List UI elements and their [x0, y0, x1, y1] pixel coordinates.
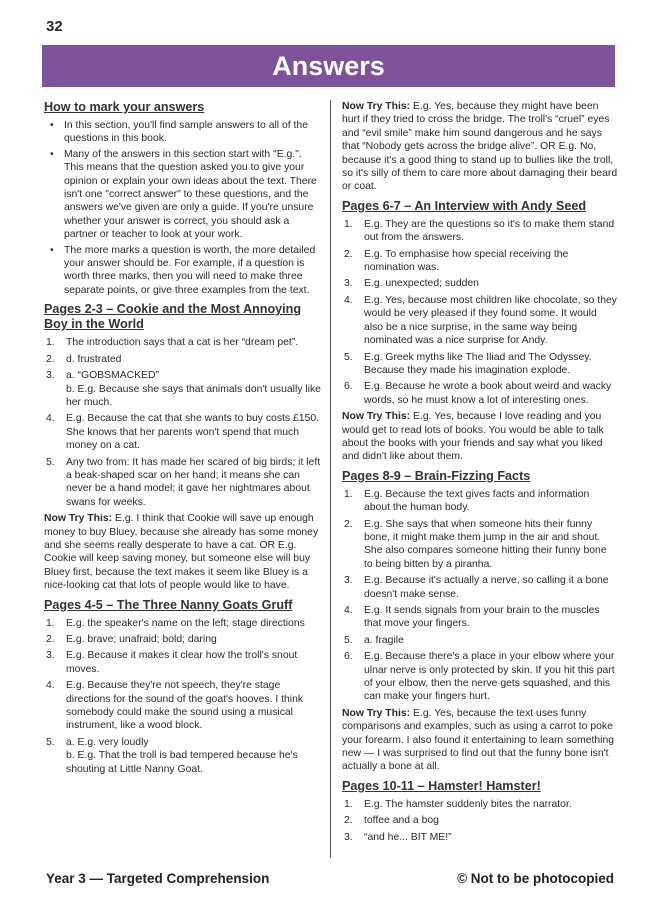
- list-item: [342, 277, 618, 290]
- list-item: [342, 351, 618, 378]
- answer-number: 2.: [344, 815, 353, 827]
- list-item: [342, 650, 618, 704]
- answer-text: a. fragile: [364, 634, 404, 646]
- list-item: [44, 679, 322, 733]
- page-title: Answers: [42, 45, 615, 87]
- now-try-this-text: E.g. Yes, because I love reading and you would get to read lots of books. You would be able to talk about the books with your friends and say what you liked and didn't like about them.: [342, 411, 604, 463]
- answer-list: [342, 218, 618, 407]
- list-item: [342, 831, 618, 844]
- answer-number: 4.: [344, 294, 353, 306]
- section-pages-10-11: [342, 779, 618, 844]
- now-try-this-label: Now Try This:: [342, 101, 411, 112]
- answer-text: E.g. Because they're not speech, they're stage directions for the sound of the goat's hooves. I think somebody could make the sound using a musical instrument, like a wood block.: [66, 680, 304, 732]
- now-try-this-text: E.g. Yes, because the text uses funny comparisons and examples, such as using a carrot to poke your forearm. I also found it entertaining to learn something new — I was surprised to find out that the funny bone isn't actually a bone at all.: [342, 707, 615, 773]
- section-heading: Pages 8-9 – Brain-Fizzing Facts: [342, 468, 531, 483]
- section-heading: Pages 4-5 – The Three Nanny Goats Gruff: [44, 597, 293, 612]
- list-item: [44, 336, 322, 349]
- answer-text: E.g. Because there's a place in your elbow where your ulnar nerve is only protected by skin. If you hit this part of your elbow, then the nerve gets squashed, and this can make your fingers hurt.: [364, 651, 615, 703]
- answer-number: 3.: [344, 575, 353, 587]
- answer-number: 2.: [344, 518, 353, 530]
- list-item: [342, 380, 618, 407]
- section-heading: Pages 10-11 – Hamster! Hamster!: [342, 778, 541, 793]
- right-column: [342, 100, 618, 849]
- answer-list: [342, 798, 618, 844]
- answer-number: 2.: [46, 353, 55, 365]
- answer-number: 4.: [344, 605, 353, 616]
- list-item: [44, 617, 322, 630]
- answer-number: 6.: [344, 651, 353, 663]
- section-heading: Pages 6-7 – An Interview with Andy Seed: [342, 198, 587, 213]
- answer-number: 5.: [344, 634, 353, 646]
- answer-text: b. E.g. Because she says that animals don't usually like her much.: [66, 383, 321, 408]
- answer-number: 6.: [344, 381, 353, 393]
- page-number: 32: [46, 18, 63, 35]
- answer-text: E.g. Because the text gives facts and information about the human body.: [364, 488, 590, 514]
- bullet-list: [44, 119, 322, 297]
- section-how-to-mark: [44, 100, 322, 297]
- answer-text: E.g. brave; unafraid; bold; daring: [66, 634, 217, 645]
- answer-text: E.g. To emphasise how special receiving the nomination was.: [364, 248, 569, 274]
- list-item: • The more marks a question is worth, the more detailed your answer should be. For example, if a question is worth three marks, then you will need to make three separate points, or give three examples from the text.: [64, 244, 322, 298]
- now-try-this: [342, 410, 618, 464]
- now-try-this: [342, 100, 618, 194]
- answer-text: E.g. unexpected; sudden: [364, 278, 479, 290]
- answer-text: E.g. the speaker's name on the left; stage directions: [66, 617, 305, 629]
- answer-number: 2.: [344, 248, 353, 260]
- answer-number: 5.: [46, 456, 55, 468]
- list-item: [342, 488, 618, 515]
- answer-text: E.g. It sends signals from your brain to the muscles that move your fingers.: [364, 605, 600, 630]
- list-item: [44, 633, 322, 646]
- answer-text: E.g. They are the questions so it's to make them stand out from the answers.: [364, 218, 615, 244]
- list-item: [44, 369, 322, 409]
- list-item: [342, 634, 618, 647]
- list-item: • In this section, you'll find sample answers to all of the questions in this book.: [64, 119, 322, 146]
- list-item: [44, 649, 322, 676]
- section-heading: Pages 2-3 – Cookie and the Most Annoying Boy in the World: [44, 302, 302, 332]
- list-item: [342, 218, 618, 245]
- answer-list: [342, 488, 618, 704]
- now-try-this: [342, 707, 618, 774]
- answer-number: 3.: [344, 278, 353, 290]
- answer-number: 3.: [46, 370, 55, 382]
- now-try-this-label: Now Try This:: [44, 513, 113, 525]
- answer-number: 1.: [46, 337, 55, 349]
- now-try-this-label: Now Try This:: [342, 707, 411, 719]
- answer-number: 1.: [344, 218, 353, 230]
- answer-number: 5.: [46, 736, 55, 748]
- answer-text: b. E.g. That the troll is bad tempered because he's shouting at Little Nanny Goat.: [66, 750, 298, 775]
- section-pages-8-9: [342, 469, 618, 774]
- answer-text: E.g. Because the cat that she wants to buy costs £150. She knows that her parents won't spend that much money on a cat.: [66, 413, 319, 452]
- answer-text: a. E.g. very loudly: [66, 736, 149, 748]
- footer-title: Year 3 — Targeted Comprehension: [46, 871, 270, 886]
- answer-list: [44, 336, 322, 509]
- answer-text: a. “GOBSMACKED”: [66, 370, 159, 382]
- answer-text: E.g. Because he wrote a book about weird and wacky words, so he must know a lot of interesting ones.: [364, 381, 612, 406]
- section-pages-2-3: [44, 302, 322, 592]
- list-item: [44, 736, 322, 776]
- list-item: [342, 294, 618, 348]
- answer-text: E.g. Yes, because most children like chocolate, so they would be very pleased if they found some. It would also be a nice surprise, in the same way being nominated was a nice surprise for Andy.: [364, 294, 617, 347]
- answer-text: E.g. Because it makes it clear how the troll's snout moves.: [66, 650, 298, 675]
- section-pages-4-5: [44, 598, 322, 776]
- list-item: [44, 456, 322, 510]
- answer-number: 5.: [344, 351, 353, 363]
- answer-number: 1.: [46, 617, 55, 629]
- answer-text: E.g. The hamster suddenly bites the narrator.: [364, 798, 572, 810]
- answer-number: 1.: [344, 488, 353, 500]
- answer-text: E.g. She says that when someone hits their funny bone, it might make them jump in the air and shout. She also compares someone hitting their funny bone to being bitten by a piranha.: [364, 518, 607, 570]
- now-try-this: [44, 512, 322, 592]
- list-item: [342, 518, 618, 572]
- left-column: [44, 100, 322, 781]
- answer-number: 2.: [46, 634, 55, 645]
- now-try-this-text: E.g. I think that Cookie will save up enough money to buy Bluey, because she already has some money and she seems really desperate to have a cat. OR E.g. Cookie will keep saving money, but someone else will buy Bluey first, because the text makes it seem like Bluey is a nice-looking cat that lots of people would like to have.: [44, 513, 319, 592]
- answer-text: E.g. Greek myths like The Iliad and The Odyssey. Because they made his imagination explode.: [364, 351, 592, 376]
- answer-number: 4.: [46, 413, 55, 425]
- answer-number: 3.: [344, 831, 353, 843]
- answer-number: 3.: [46, 650, 55, 662]
- list-item: [342, 814, 618, 827]
- answer-text: Any two from: It has made her scared of big birds; it left a beak-shaped scar on her hand; it means she can never be a hand model; it gave her nightmares about swans for weeks.: [66, 456, 321, 508]
- list-item: [342, 574, 618, 601]
- list-item: [44, 353, 322, 366]
- answer-text: E.g. Because it's actually a nerve, so calling it a bone doesn't make sense.: [364, 575, 609, 600]
- list-item: [342, 248, 618, 275]
- answer-number: 4.: [46, 680, 55, 692]
- answer-number: 1.: [344, 798, 353, 810]
- answer-text: d. frustrated: [66, 353, 122, 365]
- answer-list: [44, 617, 322, 776]
- list-item: [44, 412, 322, 452]
- column-divider: [330, 100, 331, 858]
- list-item: [342, 604, 618, 631]
- answer-text: The introduction says that a cat is her “dream pet”.: [66, 337, 299, 349]
- answer-text: “and he... BIT ME!”: [364, 831, 452, 843]
- section-pages-6-7: [342, 199, 618, 464]
- footer-copyright: © Not to be photocopied: [457, 871, 614, 886]
- answer-text: toffee and a bog: [364, 815, 439, 827]
- now-try-this-label: Now Try This:: [342, 411, 411, 423]
- now-try-this-text: E.g. Yes, because they might have been hurt if they tried to cross the bridge. The troll's “cruel” eyes and “evil smile” make him sound dangerous and he says that “Nobody gets across the bridge alive”. OR E.g. No, because it's a good thing to stand up to bullies like the troll, so it's silly of them to care more about damaging their beard or coat.: [342, 101, 618, 193]
- list-item: [342, 798, 618, 811]
- section-heading: How to mark your answers: [44, 100, 205, 114]
- list-item: • Many of the answers in this section start with "E.g.". This means that the question asked you to give your opinion or explain your own ideas about the text. There isn't one "correct answer" to these questions, and the answers we've given are only a guide. If you're unsure whether your answer is correct, you should ask a partner or teacher to look at your work.: [64, 148, 322, 242]
